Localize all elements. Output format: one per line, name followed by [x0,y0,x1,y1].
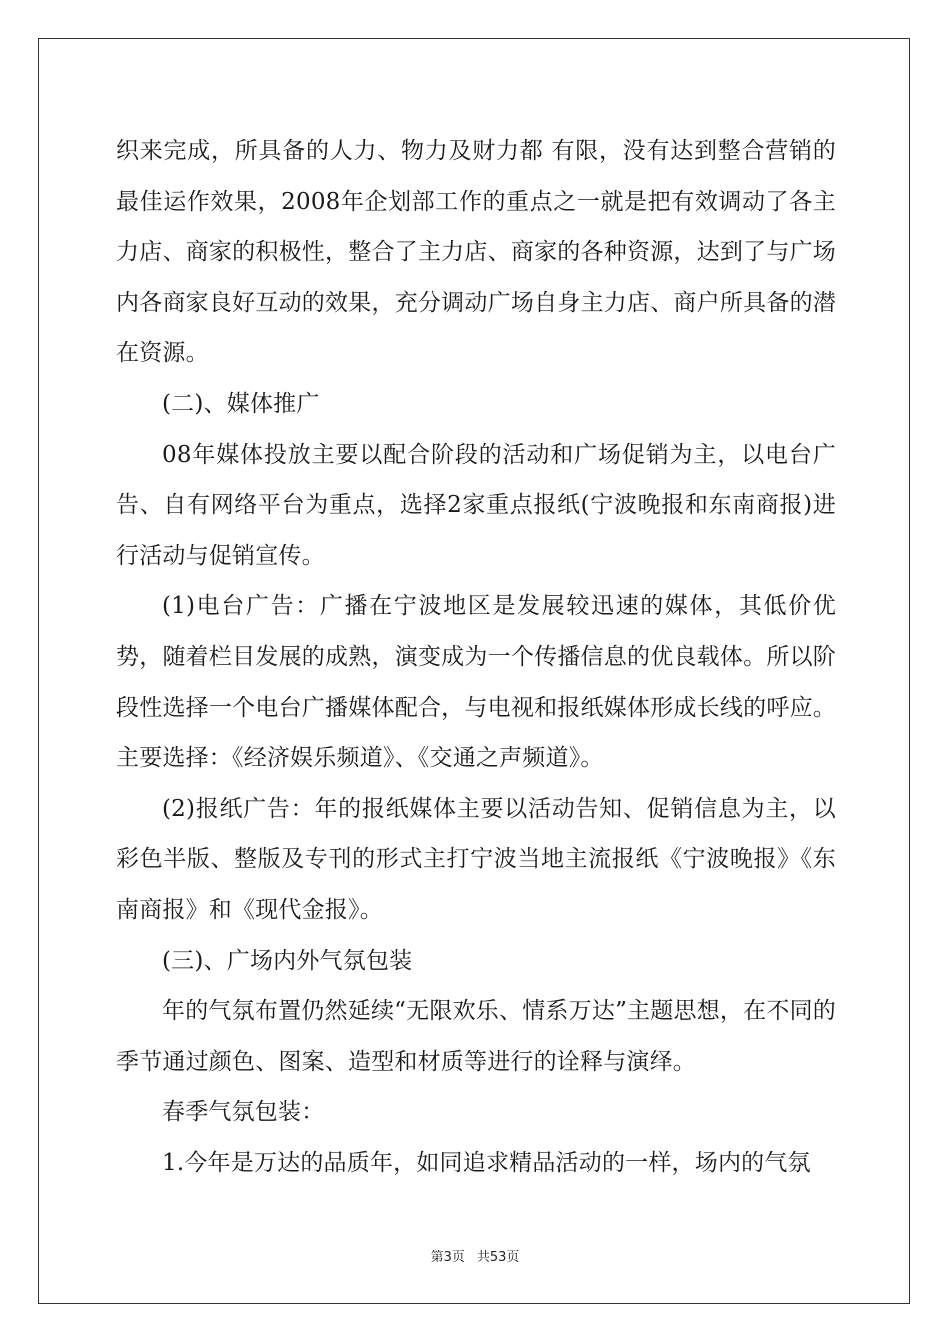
subheading-spring-decor: 春季气氛包装： [162,1099,325,1126]
paragraph-continued: 织来完成，所具备的人力、物力及财力都 有限，没有达到整合营销的最佳运作效果，2008年企划部工作的重点之一就是把有效调动了各主力店、商家的积极性，整合了主力店、商家的各种资源，达到了与广场内各商家良好互动的效果，充分调动广场自身主力店、商户所具备的潜在资源。 [116,138,836,367]
paragraph-radio-ads: (1)电台广告：广播在宁波地区是发展较迅速的媒体，其低价优势，随着栏目发展的成熟，演变成为一个传播信息的优良载体。所以阶段性选择一个电台广播媒体配合，与电视和报纸媒体形成长线的呼应。主要选择：《经济娱乐频道》、《交通之声频道》。 [116,593,836,772]
page-number: 第3页 [430,1250,465,1265]
paragraph-newspaper-ads: (2)报纸广告：年的报纸媒体主要以活动告知、促销信息为主，以彩色半版、整版及专刊的形式主打宁波当地主流报纸《宁波晚报》《东南商报》和《现代金报》。 [116,795,836,923]
page-footer [0,1246,950,1265]
paragraph-atmosphere-theme: 年的气氛布置仍然延续“无限欢乐、情系万达”主题思想，在不同的季节通过颜色、图案、造型和材质等进行的诠释与演绎。 [116,998,836,1075]
section-heading-atmosphere: (三)、广场内外气氛包装 [162,947,413,974]
document-body [116,126,836,1188]
page-total: 共53页 [476,1250,520,1265]
paragraph-media-overview: 08年媒体投放主要以配合阶段的活动和广场促销为主，以电台广告、自有网络平台为重点，选择2家重点报纸(宁波晚报和东南商报)进行活动与促销宣传。 [116,441,836,569]
section-heading-media-promotion: (二)、媒体推广 [162,390,320,417]
list-item-1: 1.今年是万达的品质年，如同追求精品活动的一样，场内的气氛 [162,1149,811,1176]
